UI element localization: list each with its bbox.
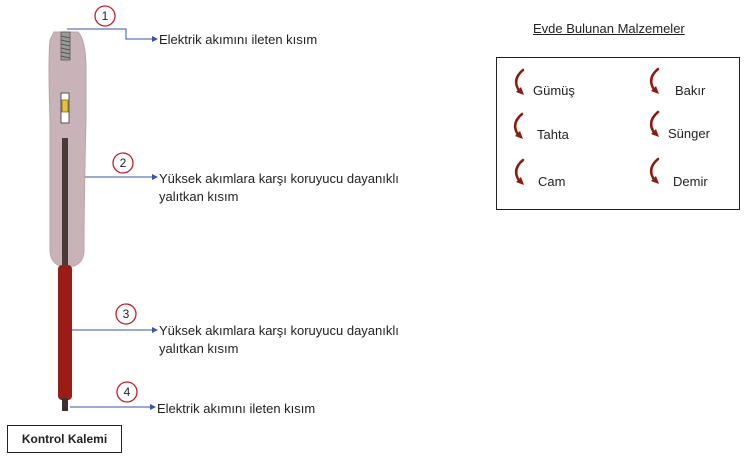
material-item: Bakır <box>675 83 706 98</box>
material-item: Tahta <box>537 127 569 142</box>
diagram-caption: Kontrol Kalemi <box>7 425 122 453</box>
number-1: 1 <box>101 9 109 23</box>
material-item: Sünger <box>668 126 710 141</box>
callout-label-3: Yüksek akımlara karşı koruyucu dayanıklı yalıtkan kısım <box>159 323 399 356</box>
material-item: Gümüş <box>533 83 575 98</box>
number-2: 2 <box>119 156 127 170</box>
neon-lamp <box>62 100 68 112</box>
arrow-heads <box>150 36 158 410</box>
material-item: Demir <box>673 174 708 189</box>
materials-title: Evde Bulunan Malzemeler <box>533 21 685 36</box>
number-circles <box>95 6 137 402</box>
callout-label-2: Yüksek akımlara karşı koruyucu dayanıklı yalıtkan kısım <box>159 171 399 204</box>
number-3: 3 <box>122 307 130 321</box>
callout-label-4: Elektrik akımını ileten kısım <box>157 401 316 416</box>
callout-label-1: Elektrik akımını ileten kısım <box>159 32 318 47</box>
metal-tip <box>62 398 68 411</box>
number-4: 4 <box>123 385 131 399</box>
material-item: Cam <box>538 174 566 189</box>
insulating-sleeve <box>58 265 72 400</box>
